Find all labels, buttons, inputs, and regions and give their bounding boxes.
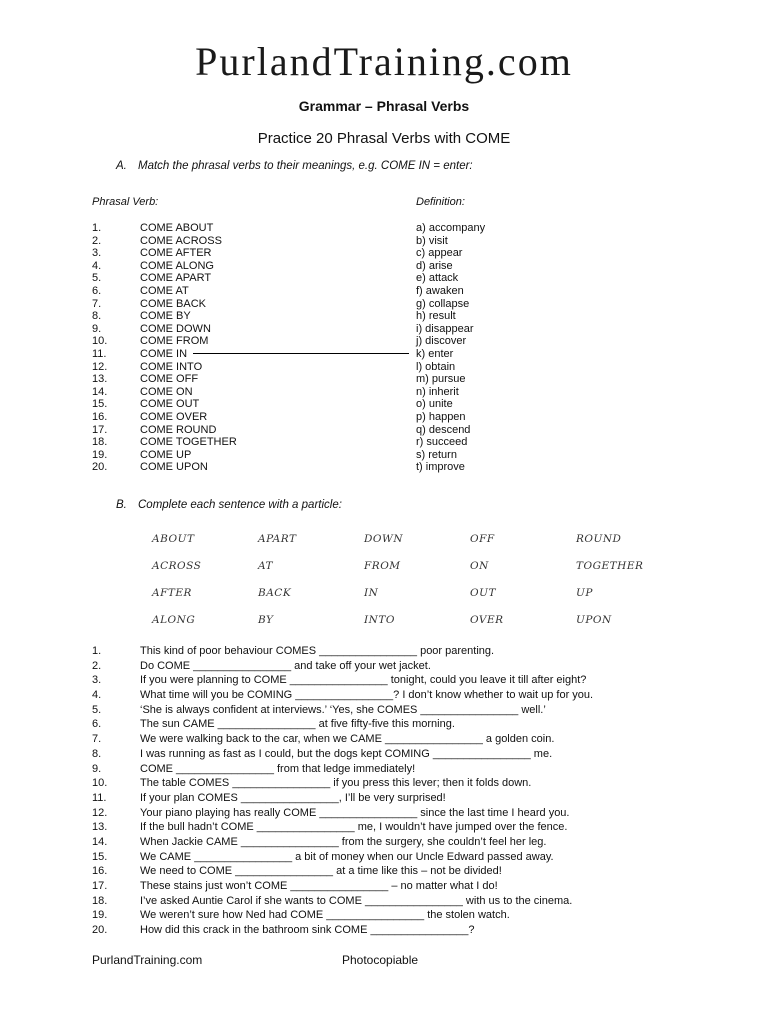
item-number: 17. bbox=[92, 880, 108, 892]
particle-word: ON bbox=[470, 560, 489, 572]
sentence-text: What time will you be COMING ________________? I don’t know whether to wait up for you. bbox=[140, 689, 594, 702]
sentence-item bbox=[92, 717, 593, 732]
definition-item: g) collapse bbox=[416, 297, 470, 310]
particle-word: INTO bbox=[364, 614, 395, 626]
phrasal-verb: COME OUT bbox=[140, 398, 200, 411]
item-number: 9. bbox=[92, 322, 102, 335]
sentence-item bbox=[92, 820, 593, 835]
particle-word: AFTER bbox=[152, 587, 192, 599]
sentence-item bbox=[92, 879, 593, 894]
item-number: 16. bbox=[92, 865, 108, 878]
definition-item: k) enter bbox=[416, 347, 454, 360]
definition-item: f) awaken bbox=[416, 284, 464, 297]
definition-item: s) return bbox=[416, 448, 457, 461]
definition-item: p) happen bbox=[416, 410, 466, 423]
item-number: 2. bbox=[92, 659, 102, 672]
particle-word: ACROSS bbox=[152, 560, 202, 572]
item-number: 8. bbox=[92, 747, 102, 760]
definition-item: t) improve bbox=[416, 461, 465, 474]
particle-word: ABOUT bbox=[152, 533, 195, 545]
sentence-text: These stains just won’t COME ________________ – no matter what I do! bbox=[140, 880, 498, 892]
definition-item: o) unite bbox=[416, 398, 453, 411]
sentence-item bbox=[92, 908, 593, 923]
sentence-text: We were walking back to the car, when we CAME ________________ a golden coin. bbox=[140, 733, 555, 746]
item-number: 11. bbox=[92, 347, 107, 360]
sentence-text: I’ve asked Auntie Carol if she wants to COME ________________ with us to the cinema. bbox=[140, 894, 573, 907]
phrasal-verb-item bbox=[92, 247, 237, 260]
sentence-text: We weren’t sure how Ned had COME ________________ the stolen watch. bbox=[140, 909, 510, 922]
item-number: 1. bbox=[92, 222, 102, 234]
worksheet-subtitle: Grammar – Phrasal Verbs bbox=[298, 98, 470, 114]
item-number: 11. bbox=[92, 791, 107, 804]
particle-word: AT bbox=[258, 560, 274, 572]
item-number: 4. bbox=[92, 689, 102, 702]
item-number: 3. bbox=[92, 247, 102, 260]
phrasal-verb-item bbox=[92, 260, 237, 273]
footer-note: Photocopiable bbox=[342, 953, 419, 967]
definition-item: j) discover bbox=[416, 335, 467, 348]
phrasal-verb-item bbox=[92, 348, 237, 361]
definition-item: e) attack bbox=[416, 272, 459, 285]
definition-item: q) descend bbox=[416, 423, 471, 436]
item-number: 5. bbox=[92, 703, 102, 716]
definition-item: h) result bbox=[416, 310, 456, 323]
sentence-text: We CAME ________________ a bit of money when our Uncle Edward passed away. bbox=[140, 850, 554, 863]
item-number: 6. bbox=[92, 718, 102, 731]
phrasal-verb-item bbox=[92, 272, 237, 285]
item-number: 9. bbox=[92, 762, 102, 775]
item-number: 17. bbox=[92, 423, 108, 436]
item-number: 8. bbox=[92, 310, 102, 323]
item-number: 16. bbox=[92, 410, 108, 423]
item-number: 19. bbox=[92, 909, 108, 922]
sentence-text: ‘She is always confident at interviews.’ ‘Yes, she COMES ________________ well.’ bbox=[140, 703, 546, 716]
sentence-item bbox=[92, 850, 593, 865]
phrasal-verb: COME BY bbox=[140, 310, 191, 323]
sentence-text: The sun CAME ________________ at five fifty-five this morning. bbox=[140, 718, 455, 731]
section-a-instruction-text: Match the phrasal verbs to their meanings, e.g. COME IN = enter: bbox=[138, 160, 473, 172]
particle-word: FROM bbox=[364, 560, 401, 572]
phrasal-verb-item bbox=[92, 461, 237, 474]
definition-item: m) pursue bbox=[416, 373, 466, 386]
definition-item: n) inherit bbox=[416, 385, 459, 398]
sentence-item bbox=[92, 762, 593, 777]
phrasal-verb: COME APART bbox=[140, 272, 212, 285]
sentence-item bbox=[92, 894, 593, 909]
particle-word: UP bbox=[576, 587, 593, 599]
definition-item: r) succeed bbox=[416, 436, 468, 449]
phrasal-verb: COME OFF bbox=[140, 373, 199, 386]
section-b-letter: B. bbox=[116, 499, 127, 511]
sentence-item bbox=[92, 923, 593, 938]
sentence-item bbox=[92, 659, 593, 674]
particle-word: BY bbox=[258, 614, 274, 626]
practice-title: Practice 20 Phrasal Verbs with COME bbox=[257, 130, 511, 147]
particle-word: ROUND bbox=[576, 533, 622, 545]
item-number: 19. bbox=[92, 448, 108, 461]
phrasal-verb: COME IN bbox=[140, 347, 188, 360]
sentence-text: If you were planning to COME ________________ tonight, could you leave it till after eight? bbox=[140, 674, 587, 687]
particle-word: ALONG bbox=[152, 614, 196, 626]
phrasal-verb-item bbox=[92, 235, 237, 248]
phrasal-verb-item bbox=[92, 323, 237, 336]
sentence-item bbox=[92, 776, 593, 791]
item-number: 10. bbox=[92, 777, 108, 790]
sentence-text: How did this crack in the bathroom sink COME ________________? bbox=[140, 924, 475, 937]
sentence-item bbox=[92, 747, 593, 762]
phrasal-verb-item bbox=[92, 436, 237, 449]
phrasal-verb-item bbox=[92, 222, 237, 235]
item-number: 15. bbox=[92, 398, 108, 411]
definition-item: c) appear bbox=[416, 247, 463, 260]
sentence-text: This kind of poor behaviour COMES ________________ poor parenting. bbox=[140, 645, 495, 657]
example-match-line bbox=[193, 353, 409, 354]
particle-word: APART bbox=[258, 533, 297, 545]
item-number: 20. bbox=[92, 461, 108, 474]
phrasal-verb: COME ALONG bbox=[140, 259, 214, 272]
phrasal-verb-item bbox=[92, 449, 237, 462]
particle-word: UPON bbox=[576, 614, 612, 626]
sentence-item bbox=[92, 644, 593, 659]
sentence-list bbox=[92, 644, 593, 938]
section-a-letter: A. bbox=[116, 160, 127, 172]
item-number: 20. bbox=[92, 924, 108, 937]
phrasal-verb: COME INTO bbox=[140, 360, 203, 373]
definition-item: i) disappear bbox=[416, 322, 474, 335]
sentence-text: If your plan COMES ________________, I’ll be very surprised! bbox=[140, 791, 446, 804]
phrasal-verb-item bbox=[92, 411, 237, 424]
sentence-text: The table COMES ________________ if you press this lever; then it folds down. bbox=[140, 777, 532, 790]
item-number: 13. bbox=[92, 373, 108, 386]
phrasal-verb-item bbox=[92, 373, 237, 386]
verbs-heading: Phrasal Verb: bbox=[92, 196, 159, 208]
sentence-text: COME ________________ from that ledge immediately! bbox=[140, 762, 416, 775]
item-number: 7. bbox=[92, 733, 102, 746]
item-number: 10. bbox=[92, 335, 108, 348]
section-b-instruction bbox=[116, 499, 342, 511]
phrasal-verb: COME ABOUT bbox=[140, 222, 214, 234]
item-number: 2. bbox=[92, 234, 102, 247]
particle-word: OUT bbox=[470, 587, 496, 599]
phrasal-verb-item bbox=[92, 310, 237, 323]
item-number: 1. bbox=[92, 645, 102, 657]
item-number: 12. bbox=[92, 806, 108, 819]
item-number: 5. bbox=[92, 272, 102, 285]
sentence-item bbox=[92, 688, 593, 703]
phrasal-verb-list bbox=[92, 222, 237, 474]
sentence-text: Do COME ________________ and take off your wet jacket. bbox=[140, 659, 431, 672]
phrasal-verb-item bbox=[92, 424, 237, 437]
definition-list bbox=[416, 222, 485, 474]
sentence-item bbox=[92, 703, 593, 718]
phrasal-verb: COME UP bbox=[140, 448, 192, 461]
sentence-item bbox=[92, 864, 593, 879]
phrasal-verb-item bbox=[92, 285, 237, 298]
particle-grid bbox=[152, 533, 652, 641]
sentence-text: I was running as fast as I could, but the dogs kept COMING ________________ me. bbox=[140, 747, 553, 760]
sentence-text: When Jackie CAME ________________ from the surgery, she couldn’t feel her leg. bbox=[140, 835, 547, 848]
item-number: 4. bbox=[92, 259, 102, 272]
particle-word: IN bbox=[364, 587, 379, 599]
phrasal-verb-item bbox=[92, 361, 237, 374]
phrasal-verb-item bbox=[92, 386, 237, 399]
phrasal-verb: COME BACK bbox=[140, 297, 207, 310]
item-number: 15. bbox=[92, 850, 108, 863]
phrasal-verb: COME ROUND bbox=[140, 423, 217, 436]
phrasal-verb: COME TOGETHER bbox=[140, 436, 237, 449]
sentence-text: Your piano playing has really COME ________________ since the last time I heard you. bbox=[140, 806, 570, 819]
phrasal-verb: COME FROM bbox=[140, 335, 209, 348]
definition-item: b) visit bbox=[416, 234, 448, 247]
phrasal-verb: COME ON bbox=[140, 385, 193, 398]
sentence-text: We need to COME ________________ at a time like this – not be divided! bbox=[140, 865, 502, 878]
sentence-item bbox=[92, 806, 593, 821]
item-number: 3. bbox=[92, 674, 102, 687]
phrasal-verb: COME OVER bbox=[140, 410, 208, 423]
phrasal-verb: COME ACROSS bbox=[140, 234, 222, 247]
sentence-item bbox=[92, 791, 593, 806]
phrasal-verb-item bbox=[92, 298, 237, 311]
item-number: 14. bbox=[92, 385, 108, 398]
definitions-heading: Definition: bbox=[416, 196, 465, 208]
definition-item: l) obtain bbox=[416, 360, 456, 373]
particle-word: OFF bbox=[470, 533, 495, 545]
particle-word: BACK bbox=[258, 587, 292, 599]
definition-item: a) accompany bbox=[416, 222, 486, 234]
phrasal-verb: COME DOWN bbox=[140, 322, 211, 335]
phrasal-verb-item bbox=[92, 335, 237, 348]
particle-word: OVER bbox=[470, 614, 504, 626]
section-a-instruction bbox=[116, 160, 473, 172]
item-number: 12. bbox=[92, 360, 108, 373]
phrasal-verb: COME UPON bbox=[140, 461, 208, 474]
section-b-instruction-text: Complete each sentence with a particle: bbox=[138, 499, 342, 511]
definition-item: d) arise bbox=[416, 259, 453, 272]
phrasal-verb-item bbox=[92, 398, 237, 411]
phrasal-verb: COME AT bbox=[140, 284, 189, 297]
item-number: 7. bbox=[92, 297, 102, 310]
sentence-item bbox=[92, 673, 593, 688]
item-number: 18. bbox=[92, 436, 108, 449]
sentence-item bbox=[92, 732, 593, 747]
particle-word: TOGETHER bbox=[576, 560, 644, 572]
particle-word: DOWN bbox=[364, 533, 404, 545]
sentence-item bbox=[92, 835, 593, 850]
item-number: 13. bbox=[92, 821, 108, 834]
footer-site: PurlandTraining.com bbox=[92, 953, 203, 967]
item-number: 14. bbox=[92, 835, 108, 848]
item-number: 6. bbox=[92, 284, 102, 297]
sentence-text: If the bull hadn’t COME ________________ me, I wouldn’t have jumped over the fence. bbox=[140, 821, 568, 834]
phrasal-verb: COME AFTER bbox=[140, 247, 212, 260]
brand-title: PurlandTraining.com bbox=[195, 39, 573, 84]
item-number: 18. bbox=[92, 894, 108, 907]
